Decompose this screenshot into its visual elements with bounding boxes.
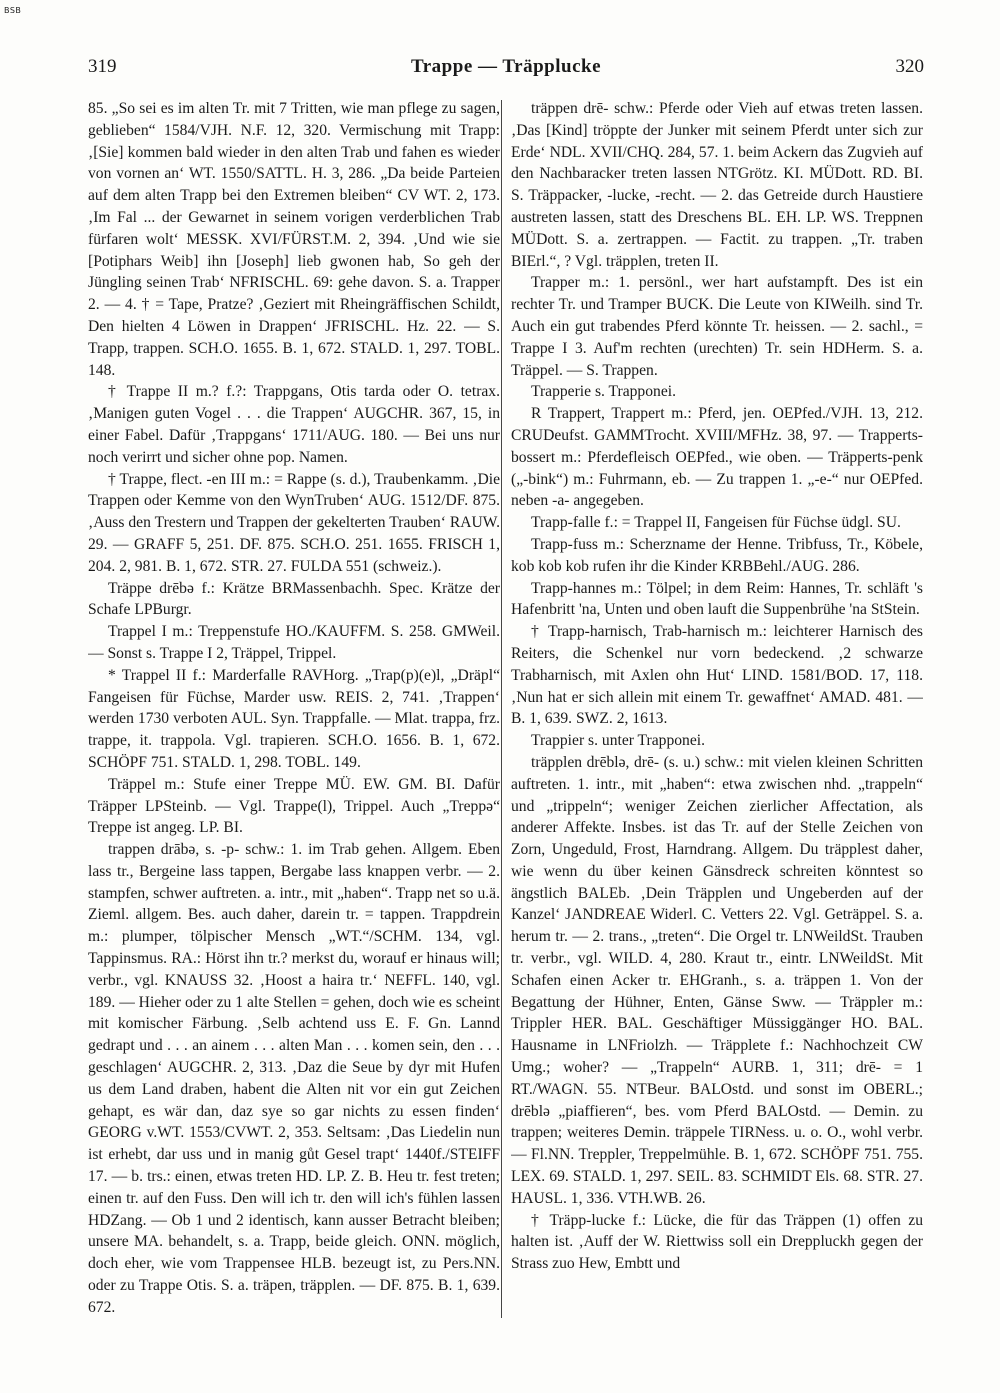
entry-trapp-falle: Trapp-falle f.: = Trappel II, Fangeisen für Füchse üdgl. SU. [531, 514, 901, 532]
entry-traepplen: träpplen drēblə, drē- (s. u.) schw.: mit vielen kleinen Schritten auftreten. 1. intr., mit „haben“: etwa zwischen nhd. „trappeln“ und „trippeln“; weniger Zeichen zierlicher Affectation, als anderer Affekte. Insbes. ist das Tr. auf der Stelle Zeichen von Zorn, Ungeduld, Frost, Harndrang. Allgem. Du träpplest daher, wie wenn du über keinen Gänsdreck schreiten könntest so ängstlich BALEb. ‚Dein Träpplen und Ungeberden auf der Kanzel‘ JANDREAE Widerl. C. Vetters 22. Vgl. Geträppel. S. a. herum tr. — 2. trans., „treten“. Die Orgel tr. LNWeildSt. Trauben tr. verbr., vgl. WILD. 4, 280. Kraut tr., eintr. LNWeildSt. Mit Schafen einen Acker tr. EHGranh., s. a. träppen 1. Von der Begattung der Hühner, Enten, Gänse Sww. — Träppler m.: Trippler HER. BAL. Geschäftiger Müssiggänger HO. BAL. Hausname in LNFriolzh. — Träpplete f.: Nachhochzeit CW Umg.; woher? — „Trappeln“ AURB. 1, 311; drē- = 1 RT./WAGN. 55. NTBeur. BALOstd. und sonst im OBERL.; drēblə „piaffieren“, bes. vom Pferd BALOstd. — Demin. zu trappen; weiteres Demin. träppele TIRNess. u. o. O., wohl verbr. — Fl.NN. Treppler, Treppelmühle. B. 1, 672. SCHÖPF 751. 755. LEX. 69. STALD. 1, 297. SEIL. 83. SCHMIDT Els. 68. STR. 27. HAUSL. 1, 336. VTH.WB. 26. [511, 753, 923, 1207]
right-column [511, 98, 923, 1320]
entry-traeppel: Träppel m.: Stufe einer Treppe MÜ. EW. GM. BI. Dafür Träpper LPSteinb. — Vgl. Trappe(l), Trippel. Auch „Treppə“ Treppe ist angeg. LP. BI. [88, 775, 500, 837]
entry-trapp-hannes: Trapp-hannes m.: Tölpel; in dem Reim: Hannes, Tr. schläft 's Hafenbritt 'na, Unten und oben lauft die Suppenbrühe 'na StStein. [511, 579, 923, 619]
entry-trappel-i: Trappel I m.: Treppenstufe HO./KAUFFM. S. 258. GMWeil. — Sonst s. Trappe I 2, Träppel, Trippel. [88, 623, 500, 662]
column-divider [501, 100, 502, 1318]
entry-traepp-lucke: † Träpp-lucke f.: Lücke, die für das Träppen (1) offen zu halten ist. ‚Auff der W. Riettwiss soll ein Dreppluckh gegen der Strass zuo Hew, Embtt und [511, 1211, 923, 1273]
entry-traeppe: Träppe drēbə f.: Krätze BRMassenbachh. Spec. Krätze der Schafe LPBurgr. [88, 579, 500, 619]
entry-traeppen: träppen drē- schw.: Pferde oder Vieh auf etwas treten lassen. ‚Das [Kind] tröppte der Junker mit seinem Pferdt unter sich zur Erde‘ NDL. XVII/CHQ. 284, 57. 1. beim Ackern das Zugvieh auf den Nachbaracker treten lassen NTGrötz. KI. MÜDott. RD. BI. S. Träppacker, -lucke, -recht. — 2. das Getreide durch Haustiere austreten lassen, statt des Dreschens BL. EH. LP. WS. Treppnen MÜDott. S. a. zertrappen. — Factit. zu trappen. „Tr. traben BIErl.“, ? Vgl. träpplen, treten II. [511, 100, 923, 270]
entry-trapperie: Trapperie s. Trapponei. [531, 383, 676, 401]
entry-trappel-ii: * Trappel II f.: Marderfalle RAVHorg. „Trap(p)(e)l, „Dräpl“ Fangeisen für Füchse, Marder usw. REIS. 2, 741. ‚Trappen‘ werden 1730 verboten AUL. Syn. Trappfalle. — Mlat. trappa, frz. trappe, it. trappola. Vgl. trapieren. SCH.O. 1656. B. 1, 672. SCHÖPF 751. STALD. 1, 298. TOBL. 149. [88, 666, 500, 771]
entry-trappe-ii: † Trappe II m.? f.?: Trappgans, Otis tarda oder O. tetrax. ‚Manigen guten Vogel . . . die Trappen‘ AUGCHR. 367, 15, in einer Fabel. Dafür ‚Trappgans‘ 1711/AUG. 180. — Bei uns nur noch verirrt und sicher ohne pop. Namen. [88, 383, 500, 466]
entry-trappier: Trappier s. unter Trapponei. [531, 732, 705, 750]
entry-trapp-harnisch: † Trapp-harnisch, Trab-harnisch m.: leichterer Harnisch des Reiters, die Schenkel nur vorn bedeckend. ‚2 schwarze Trabharnisch, mit Axlen ohn Hut‘ LIND. 1581/BOD. 17, 118. ‚Nun hat er sich allein mit einem Tr. gewaffnet‘ AMAD. 481. — B. 1, 639. SWZ. 2, 1613. [511, 623, 923, 728]
running-title: Trappe — Träpplucke [410, 56, 602, 77]
entry-trappe-i-cont: 85. „So sei es im alten Tr. mit 7 Tritten, wie man pflege zu sagen, geblieben“ 1584/VJH. N.F. 12, 320. Vermischung mit Trapp: ‚[Sie] kommen bald wieder in den alten Trab und fahen es wieder von vornen an‘ WT. 1550/SATTL. H. 3, 286. „Da beide Parteien auf dem alten Trapp bei den Extremen bleiben“ CV WT. 2, 173. ‚Im Fal ... der Gewarnet in seinem vorigen verderblichen Trab fürfaren wolt‘ MESSK. XVI/FÜRST.M. 2, 394. ‚Und wie sie [Potiphars Weib] ihn [Joseph] lieb gwonen hab, So geh der Jüngling seinen Trab‘ NFRISCHL. 69: gehe davon. S. a. Trapper 2. — 4. † = Tape, Pratze? ‚Geziert mit Rheingräffischen Schildt, Den hielten 4 Löwen in Drappen‘ JFRISCHL. Hz. 22. — S. Trapp, trappen. SCH.O. 1655. B. 1, 672. STALD. 1, 297. TOBL. 148. [88, 100, 500, 379]
entry-trapper: Trapper m.: 1. persönl., wer hart aufstampft. Des ist ein rechter Tr. und Tramper BUCK. Die Leute von KIWeilh. sind Tr. Auch ein gut trabendes Pferd könnte Tr. heissen. — 2. sachl., = Trappe I 3. Auf'm rechten (urechten) Tr. sein HDHerm. S. a. Träppel. — S. Trappen. [511, 274, 923, 379]
page-number-left: 319 [88, 56, 117, 77]
library-stamp: BSB [4, 6, 22, 15]
entry-trapp-fuss: Trapp-fuss m.: Scherzname der Henne. Tribfuss, Tr., Köbele, kob kob kob rufen ihr die Kinder KRBBehl./AUG. 286. [511, 535, 923, 575]
entry-trappert: R Trappert, Trappert m.: Pferd, jen. OEPfed./VJH. 13, 212. CRUDeufst. GAMMTrocht. XVIII/MFHz. 38, 97. — Trapperts-bossert m.: Pferdefleisch OEPfed., wie oben. — Träpperts-penk („-bink“) m.: Fuhrmann, eb. — Zu trappen 1. „-e-“ nur OEPfed. neben -a- angegeben. [511, 405, 923, 510]
entry-trappe-iii: † Trappe, flect. -en III m.: = Rappe (s. d.), Traubenkamm. ‚Die Trappen oder Kemme von den WynTruben‘ AUG. 1512/DF. 875. ‚Auss den Trestern und Trappen der gekelterten Trauben‘ RAUW. 29. — GRAFF 5, 251. DF. 875. SCH.O. 251. 1655. FRISCH 1, 204. 2, 981. B. 1, 672. STR. 27. FULDA 551 (schweiz.). [88, 470, 500, 575]
page-header [88, 56, 924, 82]
page-number-right: 320 [895, 56, 924, 77]
left-column [88, 98, 500, 1320]
entry-trappen: trappen drābə, s. -p- schw.: 1. im Trab gehen. Allgem. Eben lass tr., Bergeine lass tappen, Bergabe lass knappen verbr. — 2. stampfen, schwer auftreten. a. intr., mit „haben“. Trapp net so u.ä. Zieml. allgem. Bes. auch daher, darein tr. = tappen. Trappdrein m.: plumper, tölpischer Mensch „WT.“/SCHM. 134, vgl. Tappinsmus. RA.: Hörst ihn tr.? merkst du, worauf er hinaus will; verbr., vgl. KNAUSS 32. ‚Hoost a haira tr.‘ NEFFL. 140, vgl. 189. — Hieher oder zu 1 alte Stellen = gehen, doch wie es scheint mit komischer Färbung. ‚Selb achtend uss E. F. Gn. Lannd gedrapt und . . . an ainem . . . alten Man . . . komen sein, den . . . geschlagen‘ AUGCHR. 2, 313. ‚Daz die Seue by dyr mit Hufen us dem Land draben, habent die Alten nit vor ein gut Zeichen gehapt, es wär dan, daz sye so gar nichts zu essen finden‘ GEORG v.WT. 1553/CVWT. 2, 353. Seltsam: ‚Das Liedelin nun ist erhebt, dar uss und in manig gůt Gesel trapt‘ 1440f./STEIFF 17. — b. trs.: einen, etwas treten HD. LP. Z. B. Heu tr. fest treten; einen tr. auf den Fuss. Den will ich tr. den will ich's fühlen lassen HDZang. — Ob 1 und 2 identisch, kann ausser Betracht bleiben; unsere MA. behandelt, s. a. Trapp, beide gleich. ONN. möglich, doch eher, wie vom Trappensee HLB. bezeugt ist, zu Pers.NN. oder zu Trappe Otis. S. a. träpen, träpplen. — DF. 875. B. 1, 639. 672. [88, 841, 500, 1316]
